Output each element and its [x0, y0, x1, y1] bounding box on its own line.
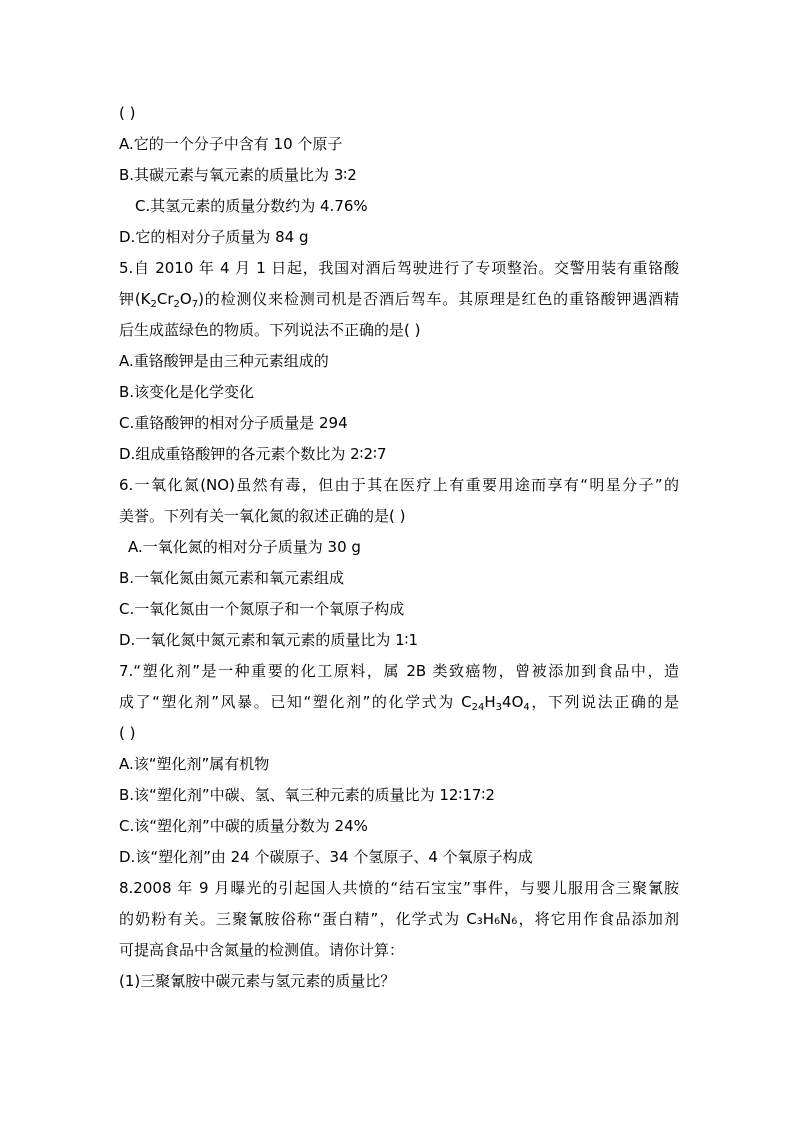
- q6-option-b: B.一氧化氮由氮元素和氧元素组成: [119, 569, 345, 587]
- q5-option-b: B.该变化是化学变化: [119, 383, 255, 401]
- q4-answer-blank: ( ): [119, 104, 136, 122]
- q7-option-a: A.该“塑化剂”属有机物: [119, 755, 270, 773]
- q5-option-c: C.重铬酸钾的相对分子质量是 294: [119, 414, 348, 432]
- q6-stem-line1: 6.一氧化氮(NO)虽然有毒，但由于其在医疗上有重要用途而享有“明星分子”的: [119, 476, 679, 494]
- q7-option-b: B.该“塑化剂”中碳、氢、氧三种元素的质量比为 12∶17∶2: [119, 786, 495, 804]
- q4-option-d: D.它的相对分子质量为 84 g: [119, 228, 309, 246]
- q6-stem-line2: 美誉。下列有关一氧化氮的叙述正确的是( ): [119, 507, 406, 525]
- q5-stem-line3: 后生成蓝绿色的物质。下列说法不正确的是( ): [119, 321, 421, 339]
- q4-option-a: A.它的一个分子中含有 10 个原子: [119, 135, 343, 153]
- q7-stem-line1: 7.“塑化剂”是一种重要的化工原料，属 2B 类致癌物，曾被添加到食品中，造: [119, 662, 679, 680]
- q7-option-d: D.该“塑化剂”由 24 个碳原子、34 个氢原子、4 个氧原子构成: [119, 848, 533, 866]
- q5-stem-line1: 5.自 2010 年 4 月 1 日起，我国对酒后驾驶进行了专项整治。交警用装有重铬酸: [119, 259, 679, 277]
- q5-option-d: D.组成重铬酸钾的各元素个数比为 2∶2∶7: [119, 445, 387, 463]
- q6-option-d: D.一氧化氮中氮元素和氧元素的质量比为 1∶1: [119, 631, 419, 649]
- q5-stem-line2: 钾$(K_2Cr_2O_7)$的检测仪来检测司机是否酒后驾车。其原理是红色的重铬酸钾遇酒精: [119, 290, 679, 309]
- q7-answer-blank: ( ): [119, 724, 136, 742]
- q8-stem-line2: 的奶粉有关。三聚氰胺俗称“蛋白精”，化学式为 C₃H₆N₆，将它用作食品添加剂: [119, 910, 679, 928]
- q7-option-c: C.该“塑化剂”中碳的质量分数为 24%: [119, 817, 368, 835]
- q5-option-a: A.重铬酸钾是由三种元素组成的: [119, 352, 329, 370]
- q8-subquestion-1: (1)三聚氰胺中碳元素与氢元素的质量比？: [119, 972, 396, 990]
- q7-stem-line2: 成了“塑化剂”风暴。已知“塑化剂”的化学式为 $C_{24}H_34O_4$，下列说法正确的是: [119, 693, 679, 712]
- q6-option-a: A.一氧化氮的相对分子质量为 30 g: [128, 538, 361, 556]
- q6-option-c: C.一氧化氮由一个氮原子和一个氧原子构成: [119, 600, 405, 618]
- q4-option-c: C.其氢元素的质量分数约为 4.76%: [135, 197, 368, 215]
- q8-stem-line1: 8.2008 年 9 月曝光的引起国人共愤的“结石宝宝”事件，与婴儿服用含三聚氰胺: [119, 879, 679, 897]
- q4-option-b: B.其碳元素与氧元素的质量比为 3∶2: [119, 166, 357, 184]
- q8-stem-line3: 可提高食品中含氮量的检测值。请你计算：: [119, 941, 405, 959]
